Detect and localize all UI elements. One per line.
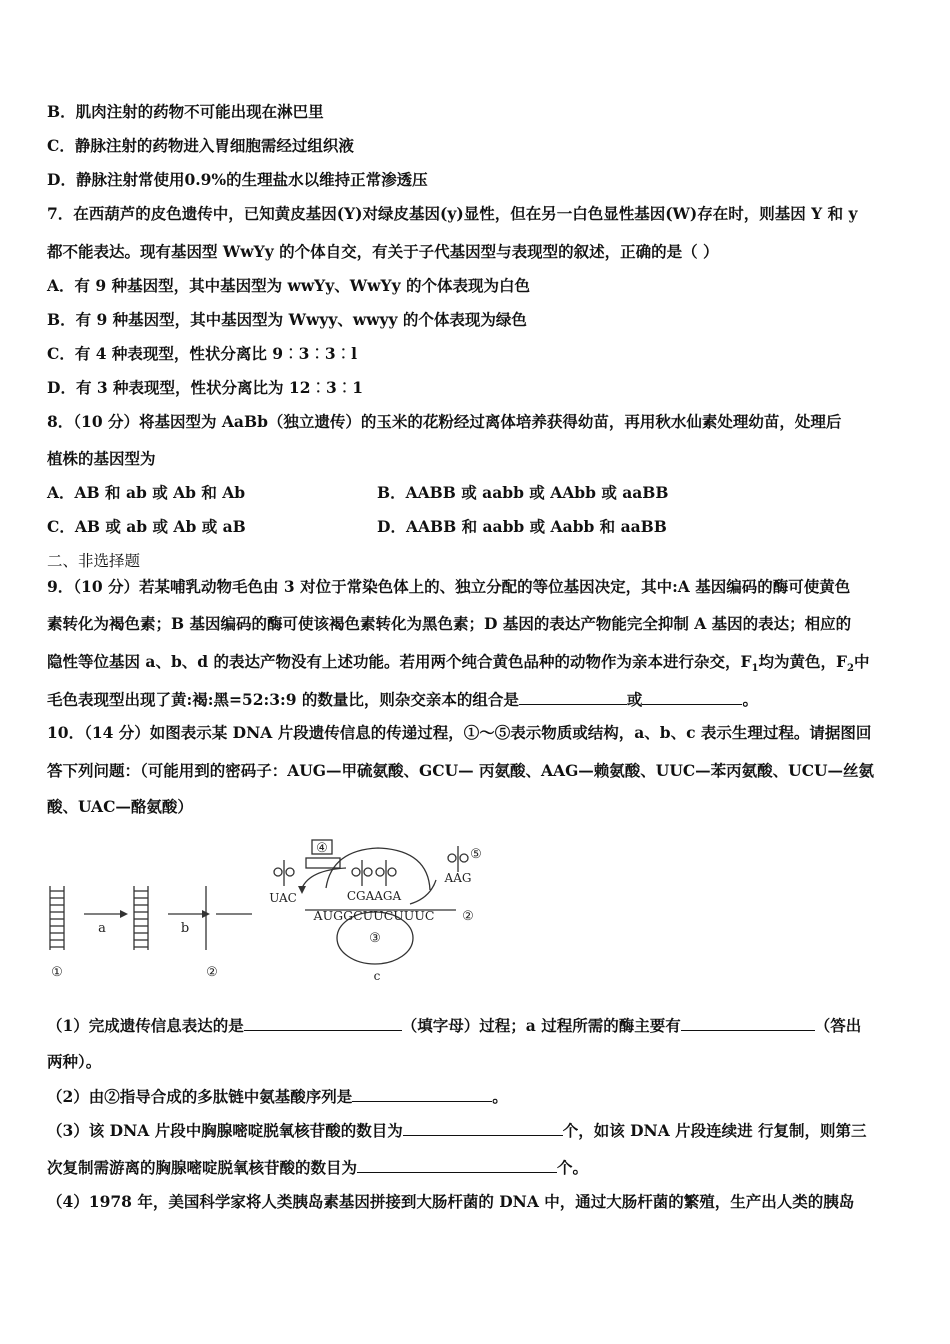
q10-part3-text-b: 个，如该 DNA 片段连续进 行复制，则第三 — [562, 1121, 867, 1140]
label-b: b — [180, 921, 190, 936]
label-2: ② — [206, 965, 218, 980]
q10-part1-text-c: （答出 — [814, 1016, 862, 1035]
label-uac: UAC — [269, 891, 297, 905]
q10-part3-blank-2[interactable] — [357, 1157, 557, 1173]
dna-ladder-2 — [134, 886, 148, 950]
q10-part1-text-a: （1）完成遗传信息表达的是 — [47, 1016, 244, 1035]
q8-stem-line2: 植株的基因型为 — [47, 449, 156, 468]
gene-expression-diagram — [40, 828, 480, 988]
trna-uac — [274, 860, 294, 886]
trna-exit-arrow — [302, 868, 346, 888]
label-anticodons: CGAAGA — [346, 889, 402, 903]
q8-option-c: C．AB 或 ab 或 Ab 或 aB — [47, 517, 246, 536]
q8-option-d: D．AABB 和 aabb 或 Aabb 和 aaBB — [377, 517, 667, 536]
q9-blank-1[interactable] — [519, 689, 627, 705]
trna-enter-arrow — [410, 880, 436, 904]
subscript-2: 2 — [847, 663, 854, 675]
q8-stem-line1: 8．（10 分）将基因型为 AaBb（独立遗传）的玉米的花粉经过离体培养获得幼苗，再用秋水仙素处理幼苗，处理后 — [47, 412, 842, 431]
q9-line4-text-b: 或 — [626, 690, 643, 709]
q9-line3 — [47, 652, 870, 679]
q10-part2 — [47, 1086, 508, 1107]
q10-part2-text-b: 。 — [492, 1087, 508, 1106]
q10-part3-text-a: （3）该 DNA 片段中胸腺嘧啶脱氧核苷酸的数目为 — [47, 1121, 403, 1140]
q8-option-b: B．AABB 或 aabb 或 AAbb 或 aaBB — [377, 483, 669, 502]
q7-option-c: C．有 4 种表现型，性状分离比 9︰3︰3︰l — [47, 344, 358, 363]
q7-option-b: B．有 9 种基因型，其中基因型为 Wwyy、wwyy 的个体表现为绿色 — [47, 310, 527, 329]
q7-stem-line2: 都不能表达。现有基因型 WwYy 的个体自交，有关于子代基因型与表现型的叙述，正确的是（ ） — [47, 242, 719, 261]
q9-blank-2[interactable] — [642, 689, 742, 705]
q9-line4 — [47, 689, 758, 710]
q10-part3-blank-1[interactable] — [403, 1120, 563, 1136]
label-2b: ② — [462, 909, 474, 924]
label-3: ③ — [369, 931, 381, 946]
q10-line1: 10．（14 分）如图表示某 DNA 片段遗传信息的传递过程，①～⑤表示物质或结构，a、b、c 表示生理过程。请据图回 — [47, 723, 872, 742]
q9-line2: 素转化为褐色素；B 基因编码的酶可使该褐色素转化为黑色素；D 基因的表达产物能完全抑制 A 基因的表达；相应的 — [47, 614, 852, 633]
q10-part3-line2 — [47, 1157, 588, 1178]
q10-part4-line1: （4）1978 年，美国科学家将人类胰岛素基因拼接到大肠杆菌的 DNA 中，通过大肠杆菌的繁殖，生产出人类的胰岛 — [47, 1192, 855, 1211]
q10-line2: 答下列问题：（可能用到的密码子：AUG—甲硫氨酸、GCU— 丙氨酸、AAG—赖氨酸、UUC—苯丙氨酸、UCU—丝氨 — [47, 761, 875, 780]
q10-part1-blank-1[interactable] — [244, 1015, 402, 1031]
label-aag: AAG — [444, 871, 472, 885]
q9-line3-text-c: 中 — [853, 652, 870, 671]
q6-option-b: B．肌肉注射的药物不可能出现在淋巴里 — [47, 102, 324, 121]
q10-part1-line2: 两种）。 — [47, 1052, 102, 1071]
label-1: ① — [51, 965, 63, 980]
dna-ladder-1 — [50, 886, 64, 950]
q7-option-d: D．有 3 种表现型，性状分离比为 12︰3︰1 — [47, 378, 364, 397]
arrowhead-a — [120, 910, 128, 918]
q9-line3-text-b: 均为黄色，F — [758, 652, 848, 671]
q7-option-a: A．有 9 种基因型，其中基因型为 wwYy、WwYy 的个体表现为白色 — [47, 276, 530, 295]
label-4: ④ — [316, 841, 328, 856]
q10-part3-text-d: 个。 — [557, 1158, 589, 1177]
q9-line3-text-a: 隐性等位基因 a、b、d 的表达产物没有上述功能。若用两个纯合黄色品种的动物作为亲本进行杂交，F — [47, 652, 752, 671]
q9-line4-text-a: 毛色表现型出现了黄:褐:黑=52:3:9 的数量比，则杂交亲本的组合是 — [47, 690, 519, 709]
q8-option-a: A．AB 和 ab 或 Ab 和 Ab — [47, 483, 246, 502]
trna-pair — [352, 860, 396, 886]
q6-option-d: D．静脉注射常使用0.9%的生理盐水以维持正常渗透压 — [47, 170, 428, 189]
arrowhead-exit — [298, 886, 306, 894]
label-5: ⑤ — [470, 847, 482, 862]
q6-option-c: C．静脉注射的药物进入胃细胞需经过组织液 — [47, 136, 354, 155]
label-c: c — [373, 969, 381, 983]
q9-line1: 9．（10 分）若某哺乳动物毛色由 3 对位于常染色体上的、独立分配的等位基因决定，其中:A 基因编码的酶可使黄色 — [47, 577, 851, 596]
q10-part1-text-b: （填字母）过程；a 过程所需的酶主要有 — [401, 1016, 681, 1035]
q10-part1-blank-2[interactable] — [681, 1015, 815, 1031]
label-mrna: AUGGCUUCUUUC — [313, 908, 435, 923]
q10-part1-line1 — [47, 1015, 861, 1036]
label-a: a — [98, 921, 106, 936]
section-heading: 二、非选择题 — [47, 552, 141, 570]
q10-part2-blank[interactable] — [352, 1086, 492, 1102]
q10-part3-line1 — [47, 1120, 867, 1141]
subscript-1: 1 — [751, 663, 759, 675]
q10-part3-text-c: 次复制需游离的胸腺嘧啶脱氧核苷酸的数目为 — [47, 1158, 358, 1177]
trna-aag — [448, 846, 468, 872]
q10-part2-text-a: （2）由②指导合成的多肽链中氨基酸序列是 — [47, 1087, 353, 1106]
q7-stem-line1: 7．在西葫芦的皮色遗传中，已知黄皮基因(Y)对绿皮基因(y)显性，但在另一白色显性基因(W)存在时，则基因 Y 和 y — [47, 204, 858, 223]
q10-line3: 酸、UAC—酪氨酸） — [47, 797, 193, 816]
q9-line4-text-c: 。 — [742, 690, 758, 709]
